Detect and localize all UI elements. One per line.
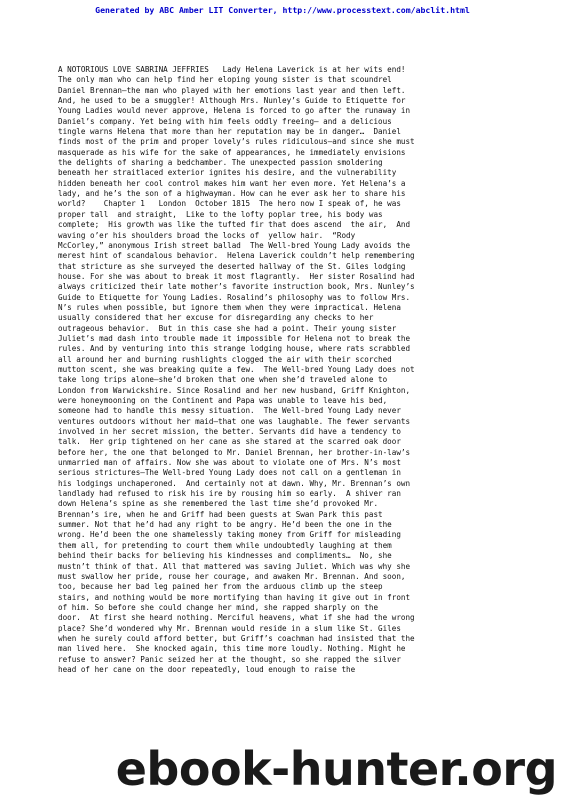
- text-line: the delights of sharing a bedchamber. The unexpected passion smoldering: [58, 158, 383, 168]
- text-line: serious strictures—The Well-bred Young Lady does not call on a gentleman in: [58, 468, 401, 478]
- text-line: proper tall and straight, Like to the lofty poplar tree, his body was: [58, 209, 383, 219]
- text-line: involved in her secret mission, the better. Servants did have a tendency to: [58, 427, 401, 437]
- text-line: Daniel’s company. Yet being with him feels oddly freeing— and a delicious: [58, 116, 392, 126]
- text-line: talk. Her grip tightened on her cane as she stared at the scarred oak door: [58, 437, 401, 447]
- text-line: finds most of the prim and proper lovely’s rules ridiculous—and since she must: [58, 137, 415, 147]
- text-line: outrageous behavior. But in this case she had a point. Their young sister: [58, 323, 397, 333]
- book-text: [58, 65, 528, 675]
- converter-header: Generated by ABC Amber LIT Converter, http://www.processtext.com/abclit.html: [95, 5, 470, 15]
- text-line: London from Warwickshire. Since Rosalind and her new husband, Griff Knighton,: [58, 385, 411, 395]
- text-line: when he surely could afford better, but Griff’s coachman had insisted that the: [58, 633, 415, 643]
- text-line: unmarried man of affairs. Now she was about to violate one of Mrs. N’s most: [58, 458, 401, 468]
- text-line: N’s rules when possible, but ignore them when they were impractical. Helena: [58, 302, 401, 312]
- text-line: someone had to handle this messy situation. The Well-bred Young Lady never: [58, 406, 401, 416]
- text-line: rules. And by venturing into this strange lodging house, where rats scrabbled: [58, 344, 411, 354]
- text-line: before her, the one that belonged to Mr. Daniel Brennan, her brother-in-law’s: [58, 447, 411, 457]
- text-line: Guide to Etiquette for Young Ladies. Rosalind’s philosophy was to follow Mrs.: [58, 292, 411, 302]
- text-line: landlady had refused to risk his ire by rousing him so early. A shiver ran: [58, 489, 401, 499]
- text-line: down Helena’s spine as she remembered the last time she’d provoked Mr.: [58, 499, 379, 509]
- text-line: take long trips alone—she’d broken that one when she’d traveled alone to: [58, 375, 388, 385]
- text-line: McCorley,” anonymous Irish street ballad The Well-bred Young Lady avoids the: [58, 240, 411, 250]
- text-line: were honeymooning on the Continent and Papa was unable to leave his bed,: [58, 396, 388, 405]
- text-line: complete; His growth was like the tufted fir that does ascend the air, And: [58, 220, 411, 230]
- text-line: that stricture as she surveyed the deserted hallway of the St. Giles lodging: [58, 261, 406, 271]
- text-line: of him. So before she could change her mind, she rapped sharply on the: [58, 602, 379, 612]
- text-line: mutton scent, she was breaking quite a few. The Well-bred Young Lady does not: [58, 364, 415, 374]
- text-line: stairs, and nothing would be more mortifying than having it give out in front: [58, 592, 411, 602]
- text-line: Brennan’s ire, when he and Griff had been guests at Swan Park this past: [58, 509, 383, 519]
- text-line: masquerade as his wife for the sake of appearances, he immediately envisions: [58, 147, 406, 157]
- text-line: always criticized their late mother’s favorite instruction book, Mrs. Nunley’s: [58, 282, 415, 292]
- text-line: merest hint of scandalous behavior. Helena Laverick couldn’t help remembering: [58, 251, 415, 261]
- text-line: Young Ladies would never approve, Helena is forced to go after the runaway in: [58, 106, 411, 116]
- text-line: hidden beneath her cool control makes him want her even more. Yet Helena’s a: [58, 178, 406, 188]
- text-line: must swallow her pride, rouse her courage, and awaken Mr. Brennan. And soon,: [58, 571, 406, 581]
- watermark-logo: ebook-hunter.org: [115, 742, 557, 796]
- text-line: door. At first she heard nothing. Merciful heavens, what if she had the wrong: [58, 613, 415, 623]
- text-line: lady, and he’s the son of a highwayman. How can he ever ask her to share his: [58, 189, 406, 199]
- text-line: beneath her straitlaced exterior ignites his desire, and the vulnerability: [58, 168, 397, 178]
- text-line: world? Chapter 1 London October 1815 The hero now I speak of, he was: [58, 199, 401, 209]
- text-line: refuse to answer? Panic seized her at the thought, so she rapped the silver: [58, 654, 401, 664]
- text-line: waving o’er his shoulders broad the locks of yellow hair. “Rody: [58, 230, 356, 240]
- text-line: A NOTORIOUS LOVE SABRINA JEFFRIES Lady Helena Laverick is at her wits end!: [58, 65, 406, 74]
- text-line: man lived here. She knocked again, this time more loudly. Nothing. Might he: [58, 644, 406, 654]
- text-line: mustn’t think of that. All that mattered was saving Juliet. Which was why she: [58, 561, 411, 571]
- text-line: wrong. He’d been the one shamelessly taking money from Griff for misleading: [58, 530, 401, 540]
- text-line: head of her cane on the door repeatedly, loud enough to raise the: [58, 664, 356, 674]
- text-line: usually considered that her excuse for disregarding any checks to her: [58, 313, 374, 323]
- text-line: all around her and burning rushlights clogged the air with their scorched: [58, 354, 392, 364]
- text-line: his lodgings unchaperoned. And certainly not at dawn. Why, Mr. Brennan’s own: [58, 478, 411, 488]
- text-line: Juliet’s mad dash into trouble made it impossible for Helena not to break the: [58, 333, 411, 343]
- text-line: And, he used to be a smuggler! Although Mrs. Nunley’s Guide to Etiquette for: [58, 96, 406, 106]
- text-line: The only man who can help find her eloping young sister is that scoundrel: [58, 75, 392, 85]
- text-line: Daniel Brennan—the man who played with her emotions last year and then left.: [58, 85, 406, 95]
- text-line: house. For she was about to break it most flagrantly. Her sister Rosalind had: [58, 271, 415, 281]
- text-line: tingle warns Helena that more than her reputation may be in danger… Daniel: [58, 127, 401, 137]
- text-line: summer. Not that he’d had any right to be angry. He’d been the one in the: [58, 520, 392, 530]
- text-line: too, because her bad leg pained her from the arduous climb up the steep: [58, 582, 383, 592]
- text-line: behind their backs for believing his kindnesses and compliments… No, she: [58, 551, 392, 561]
- text-line: them all, for pretending to court them while undoubtedly laughing at them: [58, 540, 392, 550]
- text-line: place? She’d wondered why Mr. Brennan would reside in a slum like St. Giles: [58, 623, 401, 633]
- text-line: ventures outdoors without her maid—that one was laughable. The fewer servants: [58, 416, 411, 426]
